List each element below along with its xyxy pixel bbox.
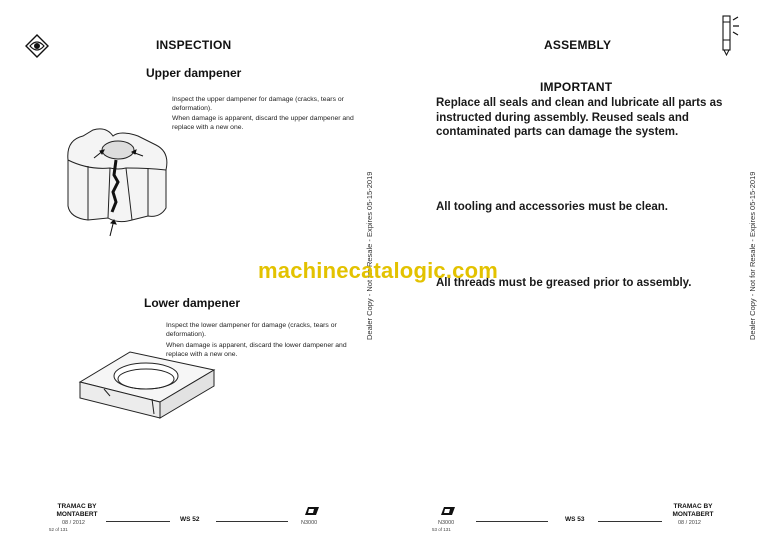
brand-block-left bbox=[52, 503, 102, 519]
ws-label-right: WS 53 bbox=[565, 516, 585, 523]
eye-inspection-icon bbox=[24, 33, 50, 59]
footer-rule-right-a bbox=[476, 521, 548, 522]
footer-rule-left-a bbox=[106, 521, 170, 522]
breaker-logo-icon-left bbox=[304, 505, 320, 517]
lower-dampener-title: Lower dampener bbox=[144, 296, 241, 310]
threads-text: All threads must be greased prior to assembly. bbox=[436, 277, 692, 289]
upper-dampener-title: Upper dampener bbox=[146, 66, 242, 80]
assembly-title: ASSEMBLY bbox=[544, 38, 612, 52]
footer-rule-right-b bbox=[598, 521, 662, 522]
dealer-stamp-right: Dealer Copy - Not for Resale - Expires 05-15-2019 bbox=[748, 171, 757, 340]
model-left: N3000 bbox=[301, 520, 318, 526]
upper-dampener-para1: Inspect the upper dampener for damage (cracks, tears or deformation). bbox=[172, 96, 344, 112]
page-count-right: 53 of 131 bbox=[432, 527, 451, 532]
brand-line2-left: MONTABERT bbox=[56, 511, 98, 518]
page-count-left: 52 of 131 bbox=[49, 527, 68, 532]
brand-line1-right: TRAMAC BY bbox=[673, 503, 713, 510]
breaker-logo-icon-right bbox=[440, 505, 456, 517]
brand-line1-left: TRAMAC BY bbox=[57, 503, 97, 510]
brand-line2-right: MONTABERT bbox=[672, 511, 714, 518]
tooling-text: All tooling and accessories must be clean. bbox=[436, 201, 668, 213]
upper-dampener-para2: When damage is apparent, discard the upper dampener and replace with a new one. bbox=[172, 115, 354, 131]
lower-dampener-illustration bbox=[76, 346, 218, 422]
watermark: machinecatalogic.com bbox=[258, 258, 498, 283]
date-left: 08 / 2012 bbox=[62, 520, 85, 526]
model-right: N3000 bbox=[438, 520, 455, 526]
date-right: 08 / 2012 bbox=[678, 520, 701, 526]
lower-dampener-para1: Inspect the lower dampener for damage (cracks, tears or deformation). bbox=[166, 322, 337, 338]
dealer-stamp-left: Dealer Copy - Not for Resale - Expires 05-15-2019 bbox=[365, 171, 374, 340]
tool-assembly-icon bbox=[716, 12, 744, 56]
upper-dampener-illustration bbox=[58, 120, 178, 240]
important-title: IMPORTANT bbox=[540, 80, 613, 94]
brand-block-right bbox=[668, 503, 718, 519]
inspection-title: INSPECTION bbox=[156, 38, 232, 52]
ws-label-left: WS 52 bbox=[180, 516, 200, 523]
lower-dampener-para2: When damage is apparent, discard the lower dampener and replace with a new one. bbox=[166, 342, 347, 358]
footer-rule-left-b bbox=[216, 521, 288, 522]
important-text: Replace all seals and clean and lubricate all parts as instructed during assembly. Reused seals and contaminated parts can damage the system. bbox=[436, 97, 723, 138]
